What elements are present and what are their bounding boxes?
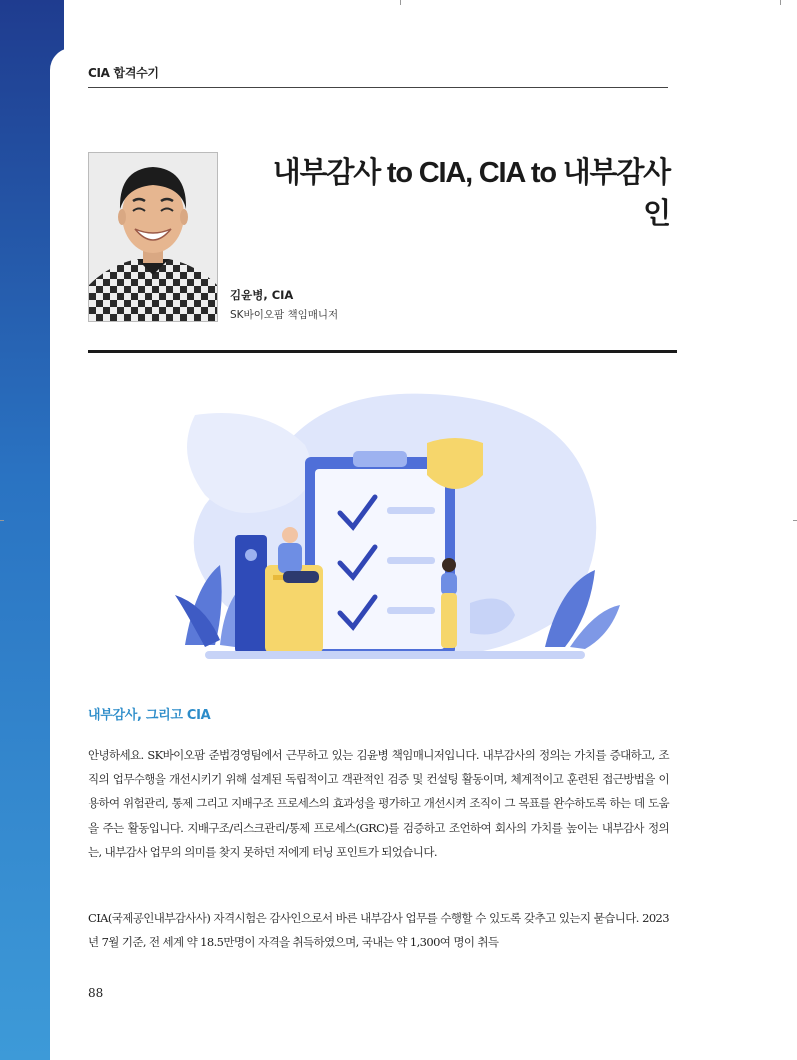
- body-paragraph: 안녕하세요. SK바이오팜 준법경영팀에서 근무하고 있는 김윤병 책임매니저입니다. 내부감사의 정의는 가치를 증대하고, 조직의 업무수행을 개선시키기 위해 설계된 독립적이고 객관적인 검증 및 컨설팅 활동이며, 체계적이고 훈련된 접근방법을 이용하여 위험관리, 통제 그리고 지배구조 프로세스의 효과성을 평가하고 개선시켜 조직이 그 목표를 완수하도록 하는 데 도움을 주는 활동입니다. 지배구조/리스크관리/통제 프로세스(GRC)를 검증하고 조언하여 회사의 가치를 높이는 내부감사 정의는, 내부감사 업무의 의미를 찾지 못하던 저에게 터닝 포인트가 되었습니다.: [88, 748, 669, 859]
- crop-mark: [400, 0, 401, 5]
- crop-mark: [780, 0, 781, 5]
- audit-checklist-illustration: [165, 385, 635, 670]
- crop-mark: [0, 520, 4, 521]
- article-title: 내부감사 to CIA, CIA to 내부감사인: [272, 157, 670, 230]
- author-name: 김윤병, CIA: [230, 288, 294, 302]
- section-subheading: 내부감사, 그리고 CIA: [88, 708, 211, 723]
- body-paragraph: CIA(국제공인내부감사사) 자격시험은 감사인으로서 바른 내부감사 업무를 수행할 수 있도록 갖추고 있는지 묻습니다. 2023년 7월 기준, 전 세계 약 18.5만명이 자격을 취득하였으며, 국내는 약 1,300여 명이 취득: [88, 911, 669, 950]
- author-role: SK바이오팜 책임매니저: [230, 309, 339, 321]
- author-photo: [88, 152, 218, 322]
- crop-mark: [793, 520, 797, 521]
- section-divider: [88, 87, 668, 88]
- section-label: CIA 합격수기: [88, 66, 159, 80]
- header-divider: [88, 350, 677, 353]
- page-number: 88: [88, 986, 104, 1000]
